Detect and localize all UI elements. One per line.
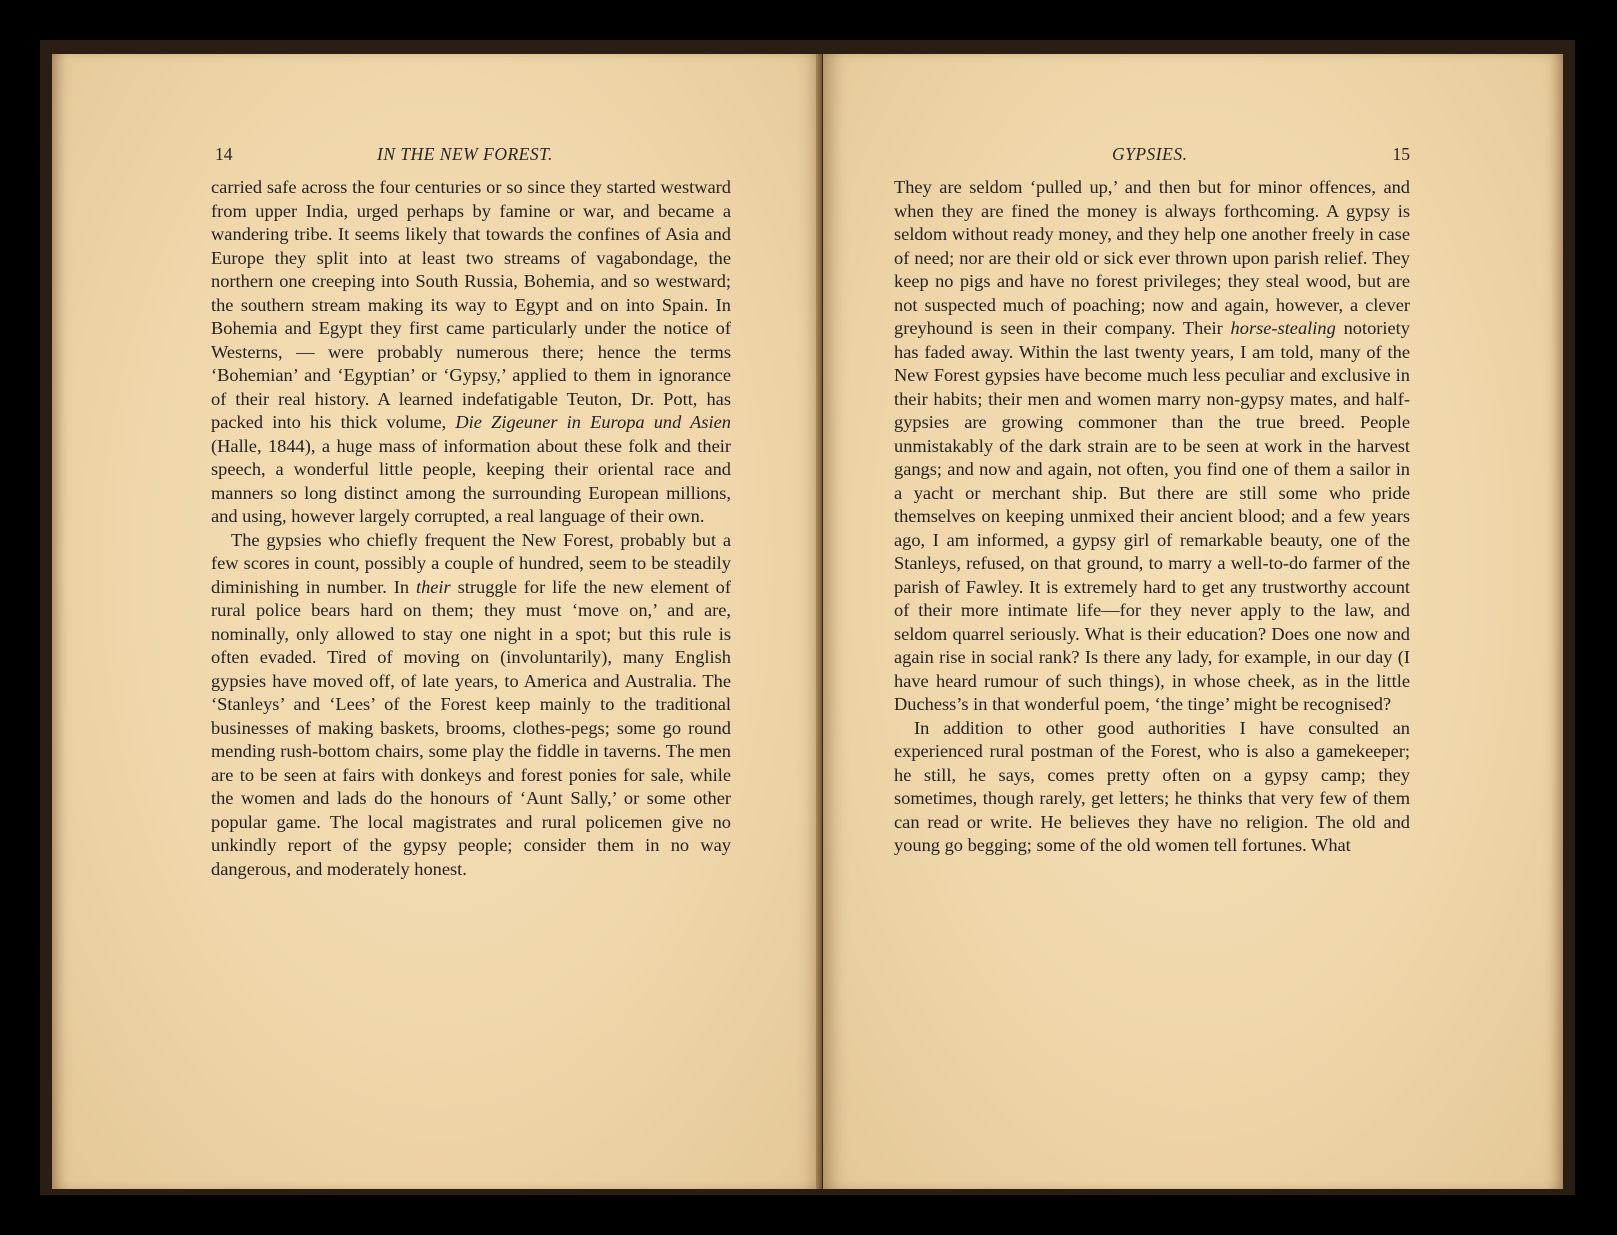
left-page-body xyxy=(211,176,731,881)
italic-text: Die Zigeuner in Europa und Asien xyxy=(455,412,731,432)
open-book xyxy=(40,40,1575,1195)
paragraph xyxy=(211,529,731,882)
left-page-header xyxy=(215,144,735,168)
right-page xyxy=(823,54,1563,1189)
text-run: (Halle, 1844), a huge mass of information about these folk and their speech, a wonderful little people, keeping their oriental race and manners so long distinct among the surrounding European millions, and using, however largely corrupted, a real language of their own. xyxy=(211,435,731,526)
text-run: In addition to other good authorities I have consulted an experienced rural postman of the Forest, who is also a gamekeeper; he still, he says, comes pretty often on a gypsy camp; they sometimes, though rarely, get letters; he thinks that very few of them can read or write. He believes they have no religion. The old and young go begging; some of the old women tell fortunes. What xyxy=(894,717,1410,855)
right-page-number: 15 xyxy=(1392,144,1410,164)
paragraph xyxy=(211,176,731,529)
text-run: struggle for life the new element of rural police bears hard on them; they must ‘move on,’ and are, nominally, only allowed to stay one night in a spot; but this rule is often evaded. Tired of moving on (involuntarily), many English gypsies have moved off, of late years, to America and Australia. The ‘Stanleys’ and ‘Lees’ of the Forest keep mainly to the traditional businesses of making baskets, brooms, clothes-pegs; some go round mending rush-bottom chairs, some play the fiddle in taverns. The men are to be seen at fairs with donkeys and forest ponies for sale, while the women and lads do the honours of ‘Aunt Sally,’ or some other popular game. The local magistrates and rural policemen give no unkindly report of the gypsy people; consider them in no way dangerous, and moderately honest. xyxy=(211,576,732,879)
left-page xyxy=(52,54,822,1189)
right-running-title: GYPSIES. xyxy=(1112,144,1188,164)
italic-text: horse-stealing xyxy=(1230,318,1336,338)
left-page-number: 14 xyxy=(215,144,233,164)
text-run: They are seldom ‘pulled up,’ and then but for minor offences, and when they are fined the money is always forthcoming. A gypsy is seldom without ready money, and they help one another freely in case of need; nor are their old or sick ever thrown upon parish relief. They keep no pigs and have no forest privileges; they steal wood, but are not suspected much of poaching; now and again, however, a clever greyhound is seen in their company. Their xyxy=(894,177,1410,338)
right-page-header xyxy=(894,144,1410,168)
text-run: notoriety has faded away. Within the last twenty years, I am told, many of the New Forest gypsies have become much less peculiar and exclusive in their habits; their men and women marry non-gypsy mates, and half-gypsies are growing commoner than the true breed. People unmistakably of the dark strain are to be seen at work in the harvest gangs; and now and again, not often, you find one of them a sailor in a yacht or merchant ship. But there are still some who pride themselves on keeping unmixed their ancient blood; and a few years ago, I am informed, a gypsy girl of remarkable beauty, one of the Stanleys, refused, on that ground, to marry a well-to-do farmer of the parish of Fawley. It is extremely hard to get any trustworthy account of their more intimate life—for they never apply to the law, and seldom quarrel seriously. What is their education? Does one now and again rise in social rank? Is there any lady, for example, in our day (I have heard rumour of such things), in whose cheek, as in the little Duchess’s in that wonderful poem, ‘the tinge’ might be recognised? xyxy=(894,318,1410,714)
right-page-body xyxy=(894,176,1410,858)
text-run: carried safe across the four centuries or so since they started westward from upper India, urged perhaps by famine or war, and became a wandering tribe. It seems likely that towards the confines of Asia and Europe they split into at least two streams of vagabondage, the northern one creeping into South Russia, Bohemia, and so westward; the southern stream making its way to Egypt and on into Spain. In Bohemia and Egypt they first came particularly under the notice of Westerns, — were probably numerous there; hence the terms ‘Bohemian’ and ‘Egyptian’ or ‘Gypsy,’ applied to them in ignorance of their real history. A learned indefatigable Teuton, Dr. Pott, has packed into his thick volume, xyxy=(211,177,731,432)
paragraph xyxy=(894,176,1410,717)
left-running-title: IN THE NEW FOREST. xyxy=(377,144,553,164)
text-run: The gypsies who chiefly frequent the New Forest, probably but a few scores in count, possibly a couple of hundred, seem to be steadily diminishing in number. In xyxy=(211,529,731,597)
italic-text: their xyxy=(415,576,451,597)
paragraph xyxy=(894,717,1410,858)
